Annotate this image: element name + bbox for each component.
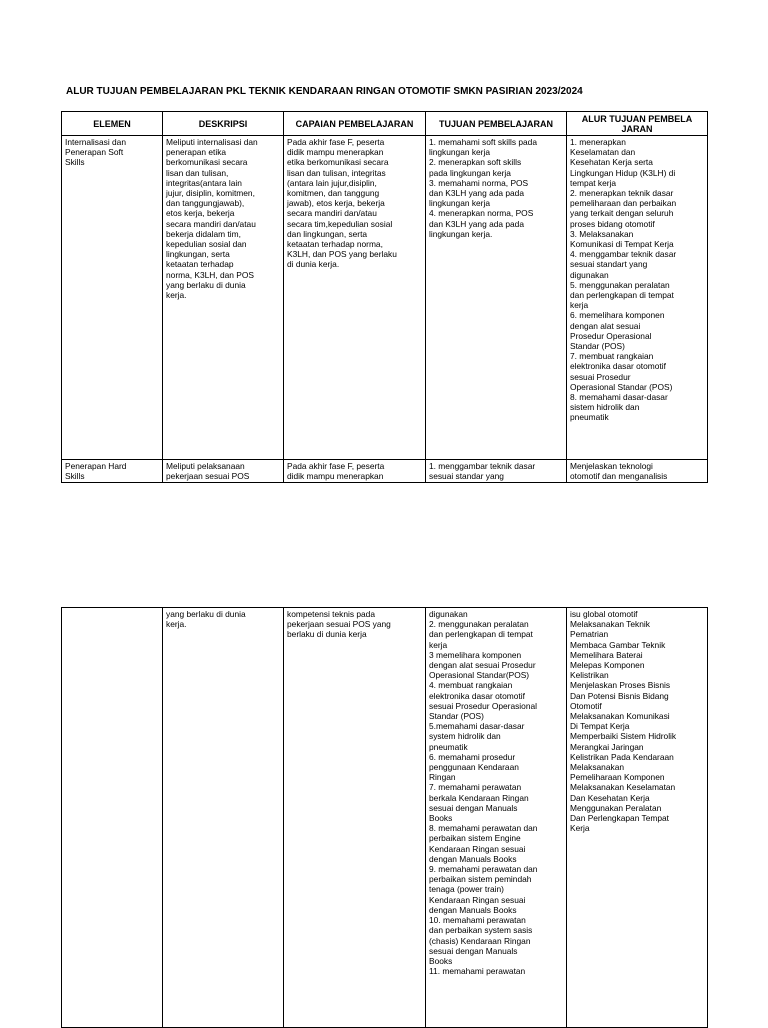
cell-line: 4. menggambar teknik dasar [570,249,677,260]
cell-line: Books [429,955,453,966]
cell-line: pneumatik [429,741,468,752]
cell-line: Ringan [429,772,456,783]
cell-line: isu global otomotif [570,609,638,619]
cell-line: tenaga (power train) [429,884,504,895]
cell-line: Dan Potensi Bisnis Bidang [570,690,669,701]
cell-line: berlaku di dunia kerja [287,629,367,640]
cell-line: Menjelaskan Proses Bisnis [570,680,671,691]
cell-line: secara tim,kepedulian sosial [287,218,393,229]
table-row [62,136,708,460]
cell-line: kerja. [166,290,187,301]
cell-line: sesuai dengan Manuals [429,945,518,956]
cell-line: Pemeliharaan Komponen [570,772,665,783]
cell-line: sesuai Prosedur Operasional [429,700,538,711]
cell-line: system hidrolik dan [429,731,501,742]
cell-line: dan K3LH yang ada pada [429,188,524,199]
cell-line: kerja. [166,619,187,630]
cell-line: yang terkait dengan seluruh [570,208,674,219]
cell-line: perbaikan sistem Engine [429,833,521,844]
cell-elemen [62,608,163,1028]
cell-line: dan perlengkapan di tempat [570,290,674,301]
cell-line: ketaatan terhadap norma, [287,239,383,250]
cell-line: Menggunakan Peralatan [570,802,662,813]
cell-line: elektronika dasar otomotif [429,690,525,701]
header-alur: ALUR TUJUAN PEMBELA JARAN [567,112,708,136]
cell-line: yang berlaku di dunia [166,609,246,619]
cell-line: 4. membuat rangkaian [429,680,513,691]
cell-line: lingkungan kerja [429,198,490,209]
cell-line: Melaksanakan Keselamatan [570,782,676,793]
table-row [62,460,708,483]
cell-line: 10. memahami perawatan [429,915,526,926]
cell-line: Dan Perlengkapan Tempat [570,813,670,824]
cell-elemen [62,136,163,460]
cell-line: Menjelaskan teknologi [570,461,653,471]
cell-line: Memelihara Baterai [570,649,643,660]
cell-line: Penerapan Soft [65,147,124,158]
cell-line: berkala Kendaraan Ringan [429,792,529,803]
cell-line: didik mampu menerapkan [287,147,384,158]
cell-line: 3. Melaksanakan [570,228,634,239]
cell-line: digunakan [570,269,609,280]
cell-line: komitmen, dan tanggung [287,188,380,199]
cell-line: perbaikan sistem pemindah [429,874,532,885]
cell-line: yang berlaku di dunia [166,279,246,290]
cell-line: Pada akhir fase F, peserta [287,137,385,147]
cell-line: Skills [65,471,85,482]
cell-line: Melaksanakan Teknik [570,619,650,630]
cell-line: etika berkomunikasi secara [287,157,389,168]
cell-line: 1. menggambar teknik dasar [429,461,536,471]
cell-line: Kelistrikan Pada Kendaraan [570,751,674,762]
cell-line: dan perbaikan system sasis [429,925,533,936]
cell-line: lisan dan tulisan, [166,167,229,178]
cell-line: didik mampu menerapkan [287,471,384,482]
cell-line: secara mandiri dan/atau [287,208,377,219]
cell-line: pekerjaan sesuai POS [166,471,250,482]
cell-line: pemeliharaan dan perbaikan [570,198,677,209]
cell-line: 1. menerapkan [570,137,626,147]
cell-line: 7. memahami perawatan [429,782,522,793]
cell-line: ketaatan terhadap [166,259,234,270]
cell-line: Internalisasi dan [65,137,126,147]
cell-line: Kesehatan Kerja serta [570,157,653,168]
cell-deskripsi [163,608,284,1028]
cell-line: Penerapan Hard [65,461,127,471]
cell-line: di dunia kerja. [287,259,340,270]
document-title: ALUR TUJUAN PEMBELAJARAN PKL TEKNIK KENDARAAN RINGAN OTOMOTIF SMKN PASIRIAN 2023/2024 [66,86,583,97]
cell-line: Lingkungan Hidup (K3LH) di [570,167,676,178]
cell-line: Operasional Standar (POS) [570,381,673,392]
cell-line: 5. menggunakan peralatan [570,279,670,290]
cell-line: penggunaan Kendaraan [429,762,519,773]
cell-line: Books [429,813,453,824]
cell-line: kerja [570,300,589,311]
cell-tujuan [426,608,567,1028]
cell-line: Kendaraan Ringan sesuai [429,894,526,905]
cell-line: elektronika dasar otomotif [570,361,666,372]
cell-line: 4. menerapkan norma, POS [429,208,534,219]
cell-line: Standar (POS) [570,341,625,352]
cell-line: Memperbaiki Sistem Hidrolik [570,731,677,742]
header-row [62,112,708,136]
atp-table-continued [61,607,708,1028]
header-capaian: CAPAIAN PEMBELAJARAN [284,112,426,136]
cell-capaian [284,608,426,1028]
cell-line: dan lingkungan, serta [287,228,368,239]
cell-line: kerja [429,639,448,650]
cell-line: Meliputi internalisasi dan [166,137,258,147]
cell-line: Pematrian [570,629,609,640]
cell-line: jawab), etos kerja, bekerja [287,198,385,209]
cell-line: pekerjaan sesuai POS yang [287,619,391,630]
cell-capaian [284,136,426,460]
cell-line: 1. memahami soft skills pada [429,137,537,147]
cell-line: (chasis) Kendaraan Ringan [429,935,531,946]
cell-line: dan tanggungjawab), [166,198,245,209]
cell-line: 6. memahami prosedur [429,751,516,762]
cell-line: sistem hidrolik dan [570,402,640,413]
header-deskripsi: DESKRIPSI [163,112,284,136]
cell-line: kompetensi teknis pada [287,609,375,619]
cell-line: jujur, disiplin, komitmen, [166,188,255,199]
cell-deskripsi [163,136,284,460]
cell-line: Otomotif [570,700,602,711]
table-row [62,608,708,1028]
cell-line: 2. menggunakan peralatan [429,619,529,630]
cell-line: sesuai dengan Manuals [429,802,518,813]
cell-line: Meliputi pelaksanaan [166,461,245,471]
header-tujuan: TUJUAN PEMBELAJARAN [426,112,567,136]
cell-line: Melepas Komponen [570,660,645,671]
cell-line: sesuai standar yang [429,471,504,482]
cell-line: dan perlengkapan di tempat [429,629,533,640]
cell-line: pneumatik [570,412,609,423]
cell-line: sesuai standart yang [570,259,648,270]
cell-line: 8. memahami dasar-dasar [570,392,668,403]
cell-line: norma, K3LH, dan POS [166,269,254,280]
cell-line: Prosedur Operasional [570,330,652,341]
cell-line: penerapan etika [166,147,227,158]
cell-line: K3LH, dan POS yang berlaku [287,249,397,260]
cell-line: lingkungan kerja. [429,228,493,239]
cell-line: dengan Manuals Books [429,853,517,864]
cell-line: 8. memahami perawatan dan [429,823,538,834]
cell-alur [567,460,708,483]
cell-line: 2. menerapkan teknik dasar [570,188,674,199]
cell-line: Dan Kesehatan Kerja [570,792,650,803]
cell-line: Kendaraan Ringan sesuai [429,843,526,854]
cell-line: lisan dan tulisan, integritas [287,167,386,178]
cell-line: Melaksanakan [570,762,625,773]
cell-line: Merangkai Jaringan [570,741,644,752]
cell-tujuan [426,136,567,460]
cell-line: 6. memelihara komponen [570,310,665,321]
cell-line: Melaksanakan Komunikasi [570,711,670,722]
header-elemen: ELEMEN [62,112,163,136]
cell-line: 3 memelihara komponen [429,649,522,660]
cell-line: secara mandiri dan/atau [166,218,256,229]
cell-line: (antara lain jujur,disiplin, [287,177,377,188]
cell-line: kepedulian sosial dan [166,239,247,250]
cell-capaian [284,460,426,483]
cell-line: bekerja didalam tim, [166,228,241,239]
cell-line: pada lingkungan kerja [429,167,511,178]
cell-line: integritas(antara lain [166,177,242,188]
cell-line: dengan Manuals Books [429,904,517,915]
cell-line: Skills [65,157,85,168]
cell-line: Keselamatan dan [570,147,636,158]
cell-line: dan K3LH yang ada pada [429,218,524,229]
cell-line: dengan alat sesuai Prosedur [429,660,536,671]
cell-line: Di Tempat Kerja [570,721,630,732]
cell-line: Pada akhir fase F, peserta [287,461,385,471]
cell-line: 9. memahami perawatan dan [429,864,538,875]
cell-line: sesuai Prosedur [570,371,631,382]
atp-table-top [61,111,708,483]
cell-line: 2. menerapkan soft skills [429,157,522,168]
cell-line: 7. membuat rangkaian [570,351,654,362]
cell-line: berkomunikasi secara [166,157,248,168]
cell-alur [567,608,708,1028]
cell-line: 5.memahami dasar-dasar [429,721,525,732]
cell-line: 3. memahami norma, POS [429,177,529,188]
cell-line: Kerja [570,823,590,834]
cell-line: etos kerja, bekerja [166,208,235,219]
cell-tujuan [426,460,567,483]
cell-line: Kelistrikan [570,670,609,681]
cell-line: dengan alat sesuai [570,320,641,331]
cell-line: digunakan [429,609,468,619]
cell-line: Membaca Gambar Teknik [570,639,666,650]
cell-alur [567,136,708,460]
cell-line: otomotif dan menganalisis [570,471,668,482]
cell-line: Standar (POS) [429,711,484,722]
cell-deskripsi [163,460,284,483]
cell-line: Komunikasi di Tempat Kerja [570,239,674,250]
cell-elemen [62,460,163,483]
cell-line: lingkungan kerja [429,147,490,158]
cell-line: proses bidang otomotif [570,218,655,229]
cell-line: 11. memahami perawatan [429,966,526,977]
cell-line: Operasional Standar(POS) [429,670,530,681]
cell-line: tempat kerja [570,177,617,188]
cell-line: lingkungan, serta [166,249,230,260]
